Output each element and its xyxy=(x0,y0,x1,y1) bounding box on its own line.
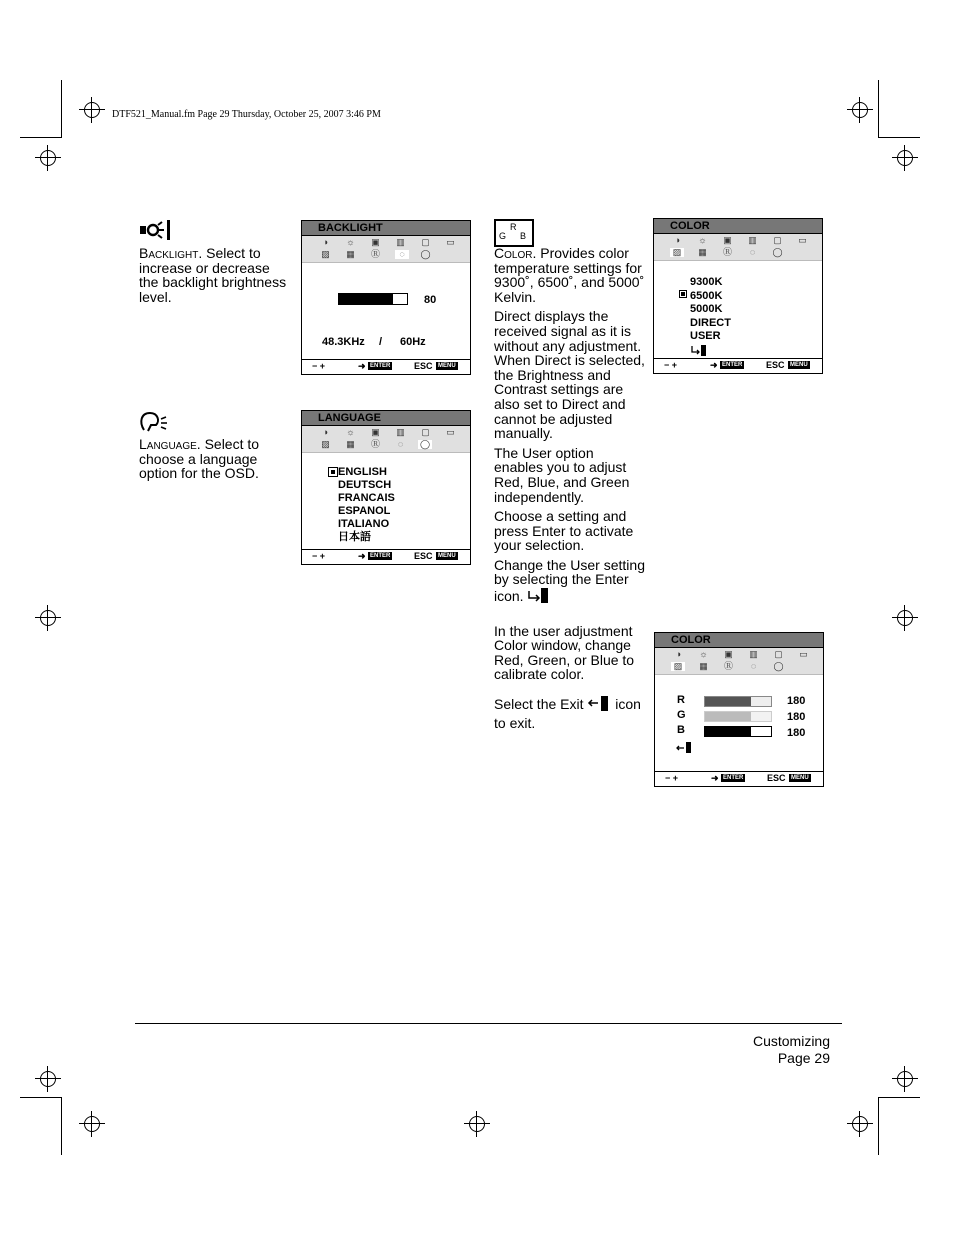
grid-icon: ▦ xyxy=(346,439,355,449)
direct-description: Direct displays the received signal as it is without any adjustment. When Direct is selected, the Brightness and Contrast settings are also set to Direct and cannot be adjusted manually. xyxy=(494,308,645,442)
horizontal-frequency: 48.3KHz xyxy=(322,336,365,348)
color-option[interactable]: USER xyxy=(690,330,721,342)
osd-position-icon: ▭ xyxy=(446,427,455,437)
color-option[interactable]: 6500K xyxy=(690,289,723,302)
color-icon: G R B xyxy=(494,219,534,247)
color-temp-list xyxy=(690,276,731,362)
grid-icon: ▦ xyxy=(698,247,707,257)
backlight-tab-icon: ◌ xyxy=(749,247,756,257)
blue-label: B xyxy=(677,724,685,736)
language-option[interactable]: ESPANOL xyxy=(338,505,391,517)
osd-icon-row xyxy=(302,426,470,453)
red-slider[interactable] xyxy=(704,696,772,707)
osd-position-icon: ▭ xyxy=(799,649,808,659)
osd-position-icon: ▭ xyxy=(446,237,455,247)
language-osd xyxy=(301,410,471,565)
registration-mark xyxy=(897,610,913,626)
color-icon: ▨ xyxy=(321,249,330,259)
recall-icon: Ⓡ xyxy=(370,249,380,259)
crop-mark xyxy=(878,1097,879,1155)
color-icon: ▨ xyxy=(321,439,330,449)
page-footer xyxy=(700,1033,830,1067)
registration-mark xyxy=(897,150,913,166)
backlight-tab-icon: ◌ xyxy=(397,439,404,449)
osd-icon-row xyxy=(302,236,470,263)
vertical-frequency: 60Hz xyxy=(400,336,426,348)
clock-icon: ▥ xyxy=(749,649,758,659)
color-osd xyxy=(653,218,823,374)
brightness-icon: ☼ xyxy=(699,649,708,659)
language-option[interactable]: FRANCAIS xyxy=(338,492,395,504)
backlight-level-fill xyxy=(339,294,393,304)
language-term: Language xyxy=(139,436,197,452)
registration-mark xyxy=(40,610,56,626)
user-adjust-description: In the user adjustment Color window, change Red, Green, or Blue to calibrate color. xyxy=(494,622,635,683)
clock-icon: ▥ xyxy=(396,427,405,437)
registration-mark xyxy=(84,102,100,118)
registration-mark xyxy=(852,1116,868,1132)
red-value: 180 xyxy=(787,695,806,707)
footer-section: Customizing xyxy=(752,1033,830,1049)
language-list xyxy=(338,466,395,544)
crop-mark xyxy=(61,1097,62,1155)
language-option[interactable]: DEUTSCH xyxy=(338,479,392,491)
language-option[interactable]: 日本語 xyxy=(338,531,371,543)
green-slider[interactable] xyxy=(704,711,772,722)
phase-icon: ▣ xyxy=(371,427,380,437)
choose-description: Choose a setting and press Enter to activate your selection. xyxy=(494,508,634,554)
recall-icon: Ⓡ xyxy=(370,439,380,449)
crop-mark xyxy=(878,80,879,138)
osd-footer: − + ➜ ENTER ESC MENU xyxy=(655,771,823,786)
osd-icon-row xyxy=(654,234,822,261)
crop-mark xyxy=(878,137,920,138)
language-tab-icon: ◯ xyxy=(772,247,783,257)
osd-footer: − + ➜ ENTER ESC MENU xyxy=(302,359,470,374)
green-value: 180 xyxy=(787,711,806,723)
crop-mark xyxy=(878,1097,920,1098)
selected-marker xyxy=(328,467,338,477)
language-tab-icon: ◯ xyxy=(420,249,431,259)
color-user-osd xyxy=(654,632,824,787)
frequency-separator: / xyxy=(379,336,383,348)
registration-mark xyxy=(897,1071,913,1087)
language-description: Language. Select to choose a language option for the OSD. xyxy=(139,436,260,482)
color-tab-icon: ▨ xyxy=(671,662,685,671)
osd-position-icon: ▭ xyxy=(798,235,807,245)
osd-title: LANGUAGE xyxy=(302,411,470,426)
recall-icon: Ⓡ xyxy=(723,661,733,671)
backlight-level-bar xyxy=(338,293,408,305)
registration-mark xyxy=(852,102,868,118)
backlight-value: 80 xyxy=(424,294,437,306)
backlight-description: Backlight. Select to increase or decrease the backlight brightness level. xyxy=(139,245,287,305)
page-header: DTF521_Manual.fm Page 29 Thursday, October 25, 2007 3:46 PM xyxy=(112,109,381,120)
brightness-icon: ☼ xyxy=(698,235,707,245)
brightness-icon: ☼ xyxy=(346,237,355,247)
blue-value: 180 xyxy=(787,727,806,739)
contrast-icon: ◑ xyxy=(322,427,329,437)
contrast-icon: ◑ xyxy=(675,649,682,659)
position-icon: ▢ xyxy=(773,235,782,245)
crop-mark xyxy=(20,137,62,138)
user-description: The User option enables you to adjust Red, Blue, and Green independently. xyxy=(494,444,630,505)
brightness-icon: ☼ xyxy=(346,427,355,437)
osd-title: COLOR xyxy=(654,219,822,234)
color-term: Color xyxy=(494,245,533,261)
phase-icon: ▣ xyxy=(723,235,732,245)
color-option[interactable]: 9300K xyxy=(690,276,723,288)
language-option[interactable]: ENGLISH xyxy=(338,466,387,478)
footer-page-number: Page 29 xyxy=(777,1050,830,1066)
clock-icon: ▥ xyxy=(396,237,405,247)
backlight-icon xyxy=(139,219,173,246)
position-icon: ▢ xyxy=(421,237,430,247)
grid-icon: ▦ xyxy=(346,249,355,259)
clock-icon: ▥ xyxy=(748,235,757,245)
crop-mark xyxy=(20,1097,62,1098)
green-label: G xyxy=(677,709,686,721)
backlight-term: Backlight xyxy=(139,245,199,261)
backlight-tab-icon: ◌ xyxy=(750,661,757,671)
registration-mark xyxy=(469,1116,485,1132)
registration-mark xyxy=(40,1071,56,1087)
backlight-tab-icon: ◌ xyxy=(395,250,409,259)
language-icon xyxy=(139,410,173,439)
red-label: R xyxy=(677,694,685,706)
position-icon: ▢ xyxy=(774,649,783,659)
phase-icon: ▣ xyxy=(724,649,733,659)
language-tab-icon: ◯ xyxy=(773,661,784,671)
footer-rule xyxy=(135,1023,842,1024)
color-description: Color. Provides color temperature settings for 9300˚, 6500˚, and 5000˚ Kelvin. Direct displays the received signal as it is without any adjustment. When Direct is selected, the Brightness and Contrast settings are also set to Direct and cannot be adjusted manually. The User option enables you to adjust Red, Blue, and Green independently. Choose a setting and press Enter to activate your selection. Change the User setting by selecting the Enter icon. In the user adjustment Color window, change Red, Green, or Blue to calibrate color. Select the Exit icon to exit. xyxy=(494,245,645,731)
change-user-description: Change the User setting by selecting the Enter icon. xyxy=(494,556,645,605)
language-option[interactable]: ITALIANO xyxy=(338,518,390,530)
registration-mark xyxy=(40,150,56,166)
language-tab-icon: ◯ xyxy=(419,439,431,449)
registration-mark xyxy=(84,1116,100,1132)
position-icon: ▢ xyxy=(421,427,430,437)
osd-icon-row xyxy=(655,648,823,675)
backlight-osd xyxy=(301,220,471,375)
grid-icon: ▦ xyxy=(699,661,708,671)
color-option[interactable]: 5000K xyxy=(690,303,723,315)
blue-slider[interactable] xyxy=(704,726,772,737)
exit-description: Select the Exit xyxy=(494,696,584,713)
osd-title: BACKLIGHT xyxy=(302,221,470,236)
color-tab-icon: ▨ xyxy=(670,248,684,257)
osd-footer: − + ➜ ENTER ESC MENU xyxy=(302,549,470,564)
phase-icon: ▣ xyxy=(371,237,380,247)
contrast-icon: ◑ xyxy=(674,235,681,245)
recall-icon: Ⓡ xyxy=(722,247,732,257)
color-option[interactable]: DIRECT xyxy=(690,316,731,329)
exit-icon[interactable] xyxy=(675,741,695,758)
crop-mark xyxy=(61,80,62,138)
exit-icon xyxy=(587,695,611,716)
osd-title: COLOR xyxy=(655,633,823,648)
enter-icon xyxy=(527,587,551,608)
osd-footer: − + ➜ ENTER ESC MENU xyxy=(654,358,822,373)
selected-marker xyxy=(679,290,687,298)
contrast-icon: ◑ xyxy=(322,237,329,247)
